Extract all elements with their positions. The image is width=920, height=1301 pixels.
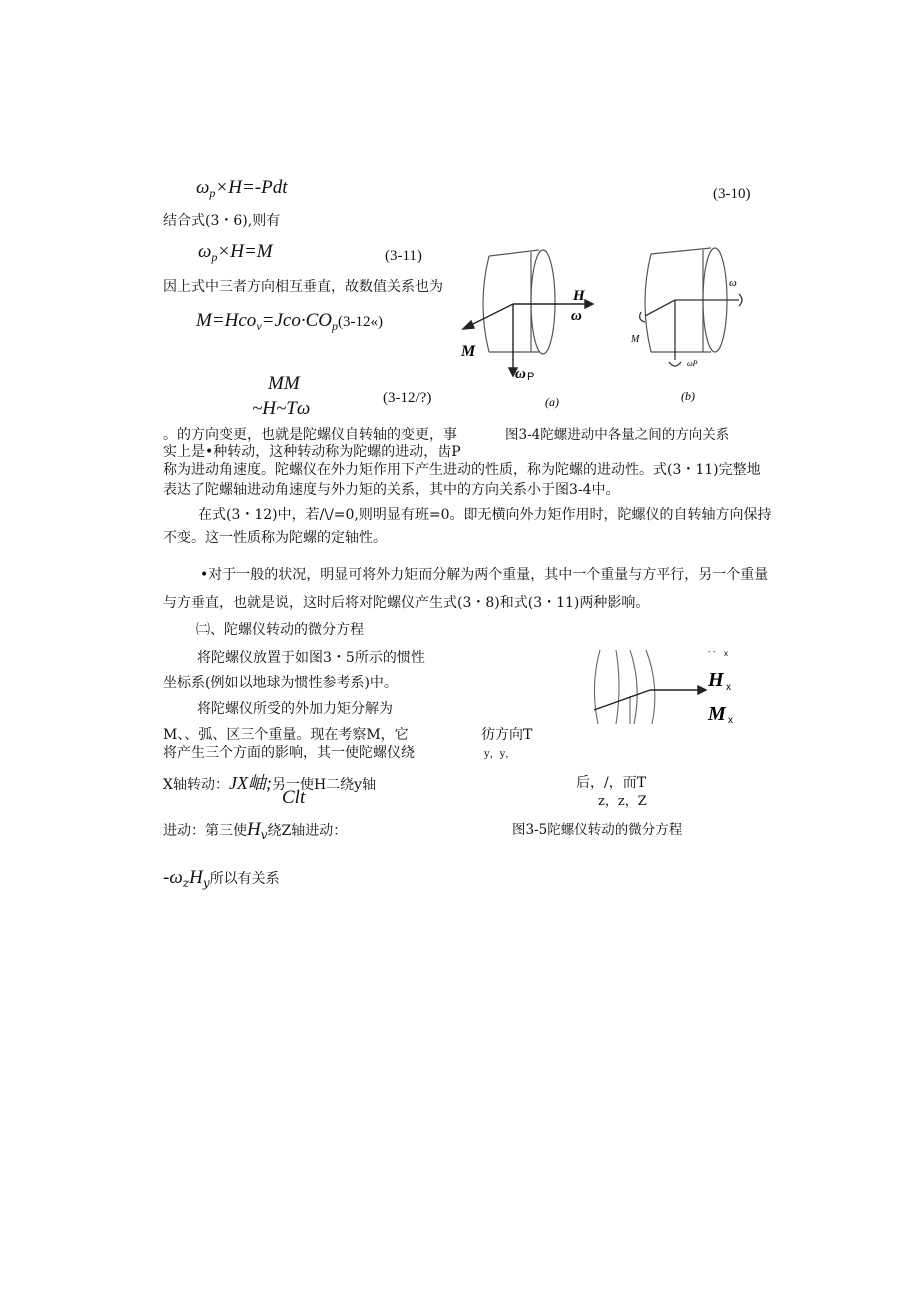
figure-label-a: (a)	[545, 395, 559, 409]
text-fragment: y，y，	[484, 749, 516, 760]
b-omega-label: ω	[729, 277, 737, 289]
H-vector-label: H	[573, 288, 585, 304]
equation-3-12b-numerator: MM	[268, 373, 300, 394]
text-line: 。的方向变更，也就是陀螺仪自转轴的变更，事	[163, 427, 457, 443]
text-line: 进动：第三使Hv绕Z轴进动：	[163, 819, 348, 842]
Hx-label: H	[708, 669, 724, 691]
equation-number-3-12b: (3-12/?)	[383, 390, 432, 406]
b-M-label: M	[631, 334, 640, 345]
omegaP-sub: P	[527, 371, 535, 383]
text-line: 将陀螺仪放置于如图3・5所示的惯性	[197, 650, 425, 666]
figure-3-4-caption: 图3-4陀螺进动中各量之间的方向关系	[505, 427, 730, 443]
figure-3-5	[590, 646, 750, 726]
figure-label-b: (b)	[681, 389, 695, 403]
text-line: 因上式中三者方向相互垂直，故数值关系也为	[163, 279, 443, 295]
b-omegaP-label: ωP	[687, 359, 698, 368]
text-line: 与方垂直，也就是说，这时后将对陀螺仪产生式(3・8)和式(3・11)两种影响。	[163, 595, 650, 611]
text-line: X轴转动：JX岫;另一使H二绕y轴	[163, 773, 377, 793]
M-vector-label: M	[461, 343, 476, 360]
text-line: •对于一般的状况，明显可将外力矩而分解为两个重量，其中一个重量与方平行，另一个重量	[200, 567, 769, 583]
section-heading: ㈡、陀螺仪转动的微分方程	[196, 622, 364, 638]
figure-3-5-caption: 图3-5陀螺仪转动的微分方程	[512, 822, 683, 838]
text-line: 实上是•种转动，这种转动称为陀螺的进动，齿P	[163, 444, 461, 460]
text-line: 将产生三个方面的影响，其一使陀螺仪绕	[163, 745, 415, 761]
text-line: 结合式(3・6),则有	[163, 213, 281, 229]
text-line: 称为进动角速度。陀螺仪在外力矩作用下产生进动的性质，称为陀螺的进动性。式(3・11)完整地	[163, 462, 761, 478]
text-line: 不变。这一性质称为陀螺的定轴性。	[163, 530, 387, 546]
equation-number-3-10: (3-10)	[713, 186, 751, 202]
omegaP-label: ω	[515, 366, 526, 382]
text-fragment: 彷方向T	[481, 727, 533, 743]
gyro-cylinder-a	[483, 250, 555, 354]
top-fragment: - -	[708, 647, 716, 656]
text-line: 将陀螺仪所受的外加力矩分解为	[197, 701, 393, 717]
Mx-label: M	[708, 703, 726, 725]
text-line: -ωzHy所以有关系	[163, 867, 280, 890]
equation-number-3-11: (3-11)	[385, 248, 422, 264]
equation-3-12b-denominator: ~H~Tω	[252, 398, 311, 419]
text-line: 表达了陀螺轴进动角速度与外力矩的关系，其中的方向关系小于图3-4中。	[163, 482, 620, 498]
equation-3-10: $\omega_p\times H=$-Pdt	[196, 177, 288, 200]
text-fragment: 后，/，而T	[576, 775, 647, 791]
text-fragment: z，z，Z	[598, 794, 647, 809]
equation-3-11: $\omega_p\times H=M$	[198, 241, 273, 264]
text-line: 在式(3・12)中，若/\/=0,则明显有班=0。即无横向外力矩作用时，陀螺仪的自转轴方向保持	[198, 507, 772, 523]
text-line: 坐标系(例如以地球为惯性参考系)中。	[163, 675, 398, 691]
figure-3-4	[455, 240, 775, 420]
Hx-sub: x	[726, 682, 731, 693]
fraction-denominator: Clt	[282, 787, 306, 808]
omega-label: ω	[571, 308, 582, 324]
equation-3-12a: $M=Hco_v=Jco\cdot CO_p(3-12«)$	[196, 310, 383, 333]
top-fragment-sub: x	[724, 649, 728, 658]
text-line: M、、弧、区三个重量。现在考察M，它	[163, 727, 409, 743]
Mx-sub: x	[728, 715, 733, 726]
